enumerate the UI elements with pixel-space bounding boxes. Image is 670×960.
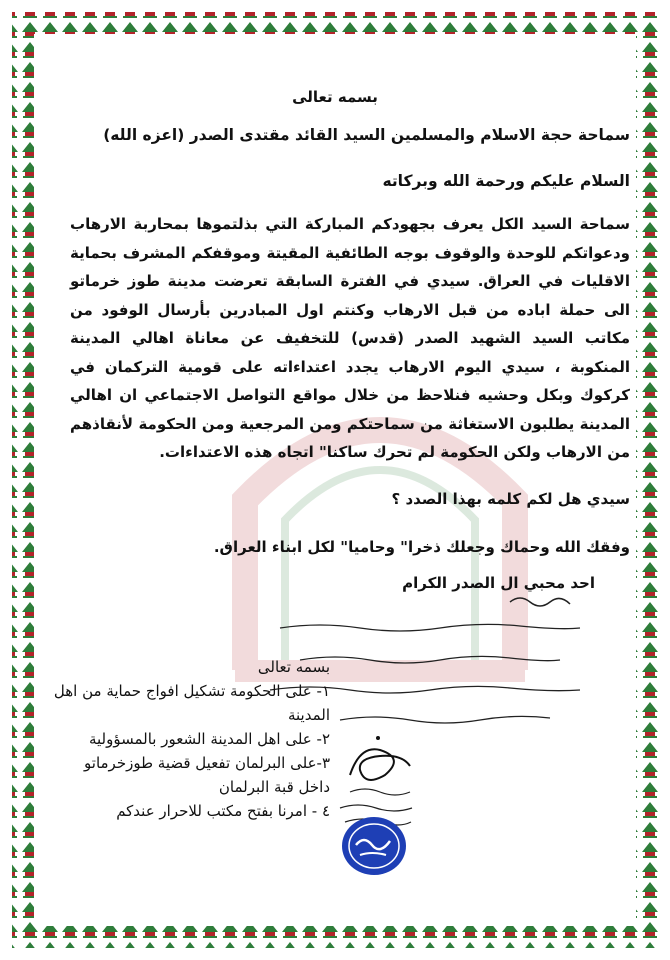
typed-reply: [50, 655, 330, 823]
reply-heading: بسمه تعالى: [257, 658, 330, 676]
letter-question: سيدي هل لكم كلمه بهذا الصدد ؟: [391, 490, 630, 508]
letter-signoff: احد محبي ال الصدر الكرام: [402, 574, 595, 592]
reply-item-2: ٢- على اهل المدينة الشعور بالمسؤولية: [88, 730, 330, 748]
reply-item-4: ٤ - امرنا بفتح مكتب للاحرار عندكم: [116, 802, 330, 820]
reply-item-3: ٣-على البرلمان تفعيل قضية طوزخرماتو داخل قبة البرلمان: [84, 754, 330, 796]
letter-closing: وفقك الله وحماك وجعلك ذخرا" وحاميا" لكل ابناء العراق.: [213, 538, 630, 556]
letter-page: [40, 40, 630, 920]
letter-body: سماحة السيد الكل يعرف بجهودكم المباركة التي بذلتموها بمحاربة الارهاب ودعواتكم للوحدة والوقوف بوجه الطائفية المقيتة وموقفكم المشرف بحماية الاقليات في العراق. سيدي في الفترة السابقة تعرضت مدينة طوز خرماتو الى حملة اباده من قبل الارهاب وكنتم اول المبادرين بأرسال الوفود من مكاتب السيد الشهيد الصدر (قدس) للتخفيف عن معاناة اهالي المدينة المنكوبة ، سيدي اليوم الارهاب يجدد اعتداءاته على قومية التركمان في كركوك وبكل وحشيه فنلاحظ من خلال مواقع التواصل الاجتماعي ان اهالي المدينة يطلبون الاستغاثة من سماحتكم ومن المرجعية ومن الحكومة لأنقاذهم من الارهاب ولكن الحكومة لم تحرك ساكنا" اتجاه هذه الاعتداءات.: [70, 215, 630, 461]
reply-item-1: ١- على الحكومة تشكيل افواج حماية من اهل المدينة: [53, 682, 330, 724]
letter-addressee: سماحة حجة الاسلام والمسلمين السيد القائد مقتدى الصدر (اعزه الله): [103, 126, 630, 144]
letter-basmala: بسمه تعالى: [292, 88, 378, 106]
blue-seal-stamp: [340, 815, 408, 877]
letter-greeting: السلام عليكم ورحمة الله وبركاته: [382, 172, 630, 190]
